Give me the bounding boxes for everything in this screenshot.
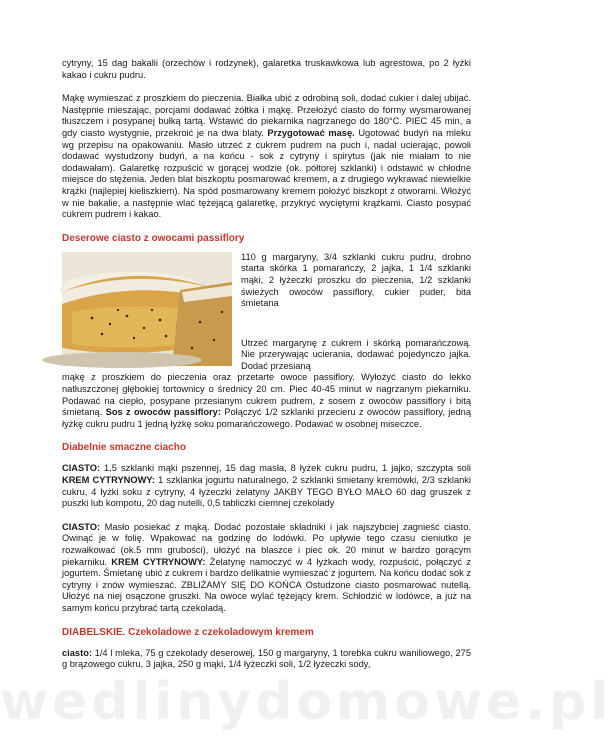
diabelskie-ingredients: ciasto: 1/4 l mleka, 75 g czekolady deserowej, 150 g margaryny, 1 torebka cukru waniliowego, 275 g brązowego cukru, 3 jajka, 250 g mąki, 1/4 łyżeczki soli, 1/2 łyżeczki sody,: [62, 647, 471, 670]
document-page: [62, 58, 471, 671]
diabelnie-method: CIASTO: Masło posiekać z mąką. Dodać pozostałe składniki i jak najszybciej zagnieść ciasto. Owinąć je w folię. Wpakować na godzinę do lodówki. Po upływie tego czasu cieniutko je rozwałkować (ok.5 mm grubości), ułożyć na blaszce i piec ok. 20 minut w bardzo gorącym piekarniku. KREM CYTRYNOWY: Żelatynę namoczyć w 4 łyżkach wody, rozpuścić, połączyć z jogurtem. Śmietanę ubić z cukrem i bardzo delikatnie wymieszać z jogurtem. Na końcu dodać sok z cytryny i znów wymieszać. ZBLIŻAMY SIĘ DO KOŃCA Ostudzone ciasto posmarować nutellą. Ułożyć na niej osączone gruszki. Na owoce wylać tężejący krem. Schłodzić w lodówce, a już na samym końcu przybrać tartą czekoladą.: [62, 521, 471, 613]
watermark: wedlinydomowe.pl: [0, 672, 612, 732]
recipe-title-diabelnie: Diabelnie smaczne ciacho: [62, 442, 186, 454]
recipe-title-diabelskie: DIABELSKIE. Czekoladowe z czekoladowym kremem: [62, 626, 314, 638]
intro-method: Mąkę wymieszać z proszkiem do pieczenia. Białka ubić z odrobiną soli, dodać cukier i dalej ubijać. Następnie mieszając, porcjami dodawać żółtka i mąkę. Przełożyć ciasto do formy wysmarowanej tłuszczem i posypanej bułką tartą. Wstawić do piekarnika nagrzanego do 180°C. PIEC 45 min, a gdy ciasto wystygnie, przekroić je na dwa blaty. Przygotować masę. Ugotować budyń na mleku wg przepisu na opakowaniu. Masło utrzeć z cukrem pudrem na puch i, nadal ucierając, powoli dodawać wystudzony budyń, a na końcu - sok z cytryny i spirytus (jak nie miałam to nie dodawałam). Galaretkę rozpuścić w gorącej wodzie (ok. półtorej szklanki) i odstawić w chłodne miejsce do stężenia. Jeden blat biszkoptu posmarować kremem, a z drugiego wykrawać niewielkie krążki (najlepiej kieliszkiem). Na spód posmarowany kremem położyć biszkopt z otworami. Włożyć w nie bakalie, a następnie wlać tężejącą galaretkę, przykryć wyciętymi krążkami. Ciasto posypać cukrem pudrem i kakao.: [62, 93, 471, 220]
passiflora-method: mąkę z proszkiem do pieczenia oraz przetarte owoce passiflory. Wyłożyć ciasto do lekko natłuszczonej głębokiej tortownicy o średnicy 20 cm. Piec 40-45 minut w nagrzanym piekarniku. Podawać na ciepło, posypane przesianym cukrem pudrem, z sosem z owoców passiflory i bitą śmietaną. Sos z owoców passiflory: Połączyć 1/2 szklanki przecieru z owoców passiflory, jedną łyżkę cukru pudru 1 jedną łyżkę soku pomarańczowego. Podawać w osobnej miseczce.: [62, 372, 472, 429]
passiflora-ingredients: 110 g margaryny, 3/4 szklanki cukru pudru, drobno starta skórka 1 pomarańczy, 2 jajka, 1 1/4 szklanki mąki, 2 łyżeczki proszku do pieczenia, 1/2 szklanki świeżych owoców passiflory, cukier puder, bita śmietana: [241, 251, 471, 309]
diabelnie-ingredients: CIASTO: 1,5 szklanki mąki pszennej, 15 dag masła, 8 łyżek cukru pudru, 1 jajko, szczypta soli KREM CYTRYNOWY: 1 szklanka jogurtu naturalnego, 2 szklanki śmietany kremówki, 2/3 szklanki cukru, 4 łyżki soku z cytryny, 4 łyżeczki żelatyny JAKBY TEGO BYŁO MAŁO 60 dag gruszek z puszki lub kompotu, 20 dag nutelli, 0,5 tabliczki ciemnej czekolady: [62, 463, 471, 509]
cake-photo: [62, 252, 232, 366]
passiflora-side-text: [241, 252, 471, 373]
recipe-title-passiflora: Deserowe ciasto z owocami passiflory: [62, 232, 245, 244]
passiflora-method-start: Utrzeć margarynę z cukrem i skórką pomarańczową. Nie przerywając ucierania, dodawać pojedynczo jajka. Dodać przesianą: [241, 337, 471, 371]
cake-illustration: [62, 252, 232, 366]
intro-ingredients-tail: cytryny, 15 dag bakalii (orzechów i rodzynek), galaretka truskawkowa lub agrestowa, po 2 łyżki kakao i cukru pudru.: [62, 58, 471, 80]
